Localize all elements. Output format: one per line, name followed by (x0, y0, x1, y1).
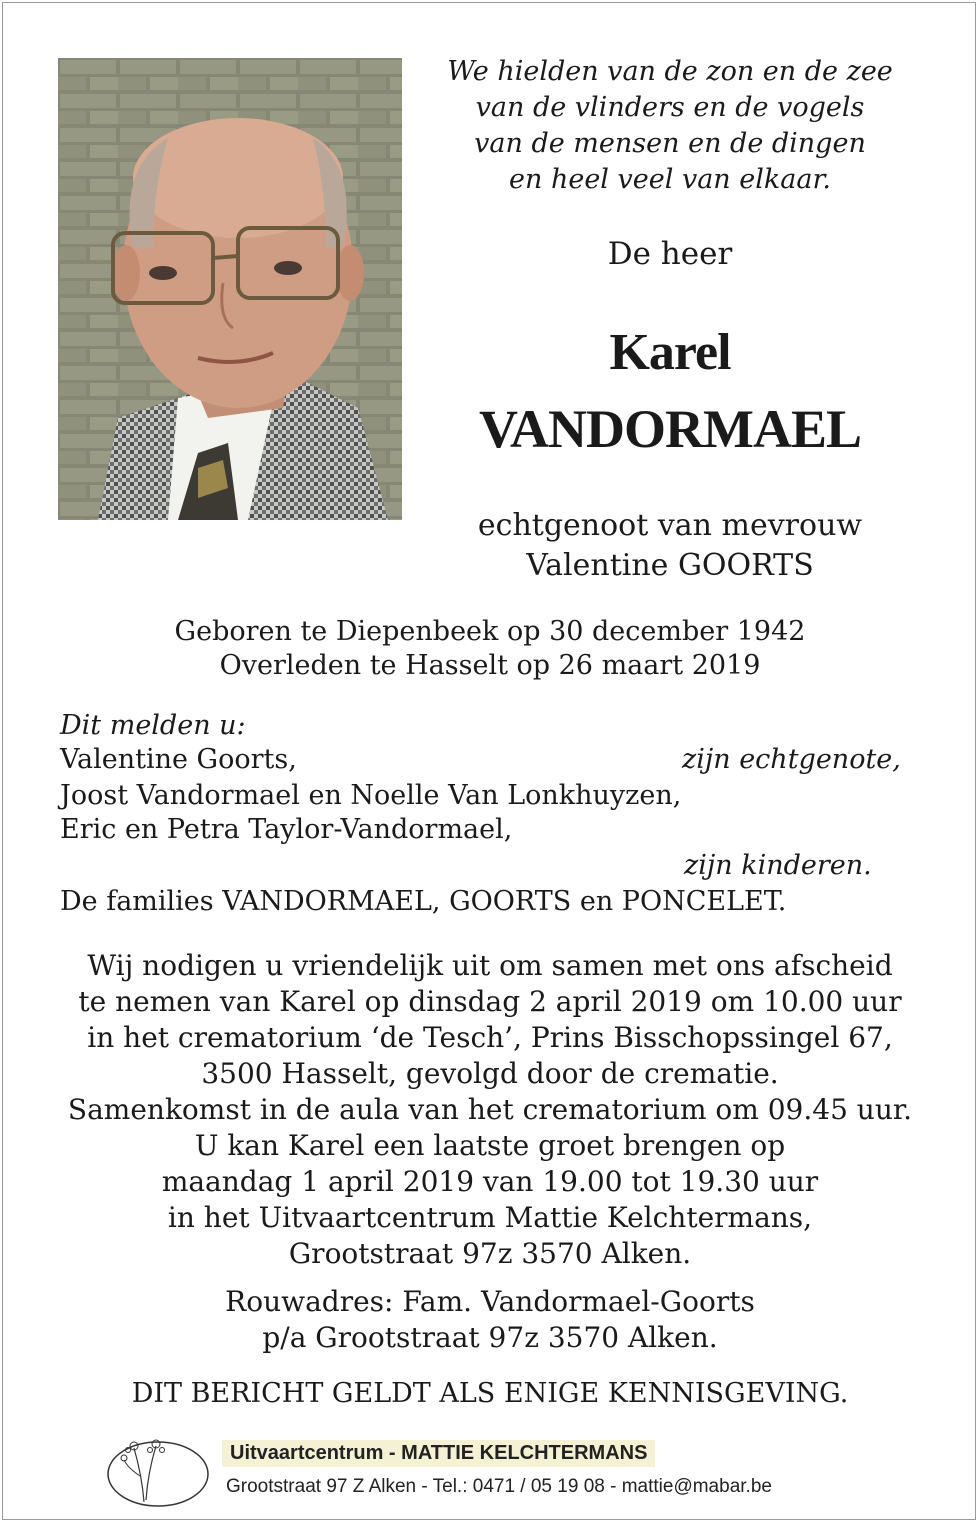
funeral-home-contact: Grootstraat 97 Z Alken - Tel.: 0471 / 05 19 08 - mattie@mabar.be (226, 1476, 772, 1497)
poem (440, 54, 900, 198)
portrait-photo (58, 58, 402, 520)
spouse-name: Valentine GOORTS (526, 548, 814, 583)
deceased-first-name: Karel (609, 324, 731, 381)
announcer-spouse: Valentine Goorts, (60, 744, 297, 775)
poem-line: en heel veel van elkaar. (509, 164, 831, 195)
mourning-address-line: Rouwadres: Fam. Vandormael-Goorts (225, 1285, 755, 1318)
death-line: Overleden te Hasselt op 26 maart 2019 (219, 650, 761, 681)
announcer-families: De families VANDORMAEL, GOORTS en PONCELET. (60, 886, 787, 917)
mourning-address (40, 1284, 940, 1356)
invitation-line: te nemen van Karel op dinsdag 2 april 2019 om 10.00 uur (78, 985, 902, 1018)
invitation-line: in het Uitvaartcentrum Mattie Kelchtermans, (167, 1201, 813, 1234)
announcer-child: Joost Vandormael en Noelle Van Lonkhuyzen, (60, 780, 682, 811)
announcers-intro: Dit melden u: (60, 710, 246, 741)
poem-line: We hielden van de zon en de zee (447, 56, 893, 87)
invitation-line: U kan Karel een laatste groet brengen op (194, 1129, 786, 1162)
invitation-text (40, 948, 940, 1272)
invitation-line: in het crematorium ‘de Tesch’, Prins Bisschopssingel 67, (87, 1021, 893, 1054)
announcer-child: Eric en Petra Taylor-Vandormael, (60, 814, 513, 845)
invitation-line: 3500 Hasselt, gevolgd door de crematie. (201, 1057, 779, 1090)
notice-line: DIT BERICHT GELDT ALS ENIGE KENNISGEVING. (131, 1378, 849, 1409)
invitation-line: maandag 1 april 2019 van 19.00 tot 19.30 uur (161, 1165, 819, 1198)
funeral-home-name: Uitvaartcentrum - MATTIE KELCHTERMANS (222, 1440, 655, 1467)
birth-line: Geboren te Diepenbeek op 30 december 1942 (174, 616, 806, 647)
invitation-line: Grootstraat 97z 3570 Alken. (288, 1237, 692, 1270)
announcer-children-role: zijn kinderen. (684, 850, 872, 881)
poem-line: van de vlinders en de vogels (475, 92, 865, 123)
deceased-last-name: VANDORMAEL (478, 399, 862, 459)
spouse-relation: echtgenoot van mevrouw (477, 508, 863, 543)
invitation-line: Wij nodigen u vriendelijk uit om samen met ons afscheid (87, 949, 893, 982)
announcer-spouse-role: zijn echtgenote, (682, 744, 901, 775)
flower-sketch-icon (104, 1436, 212, 1508)
invitation-line: Samenkomst in de aula van het crematorium om 09.45 uur. (67, 1093, 913, 1126)
mourning-address-line: p/a Grootstraat 97z 3570 Alken. (262, 1321, 718, 1354)
honorific: De heer (607, 236, 733, 272)
poem-line: van de mensen en de dingen (474, 128, 866, 159)
